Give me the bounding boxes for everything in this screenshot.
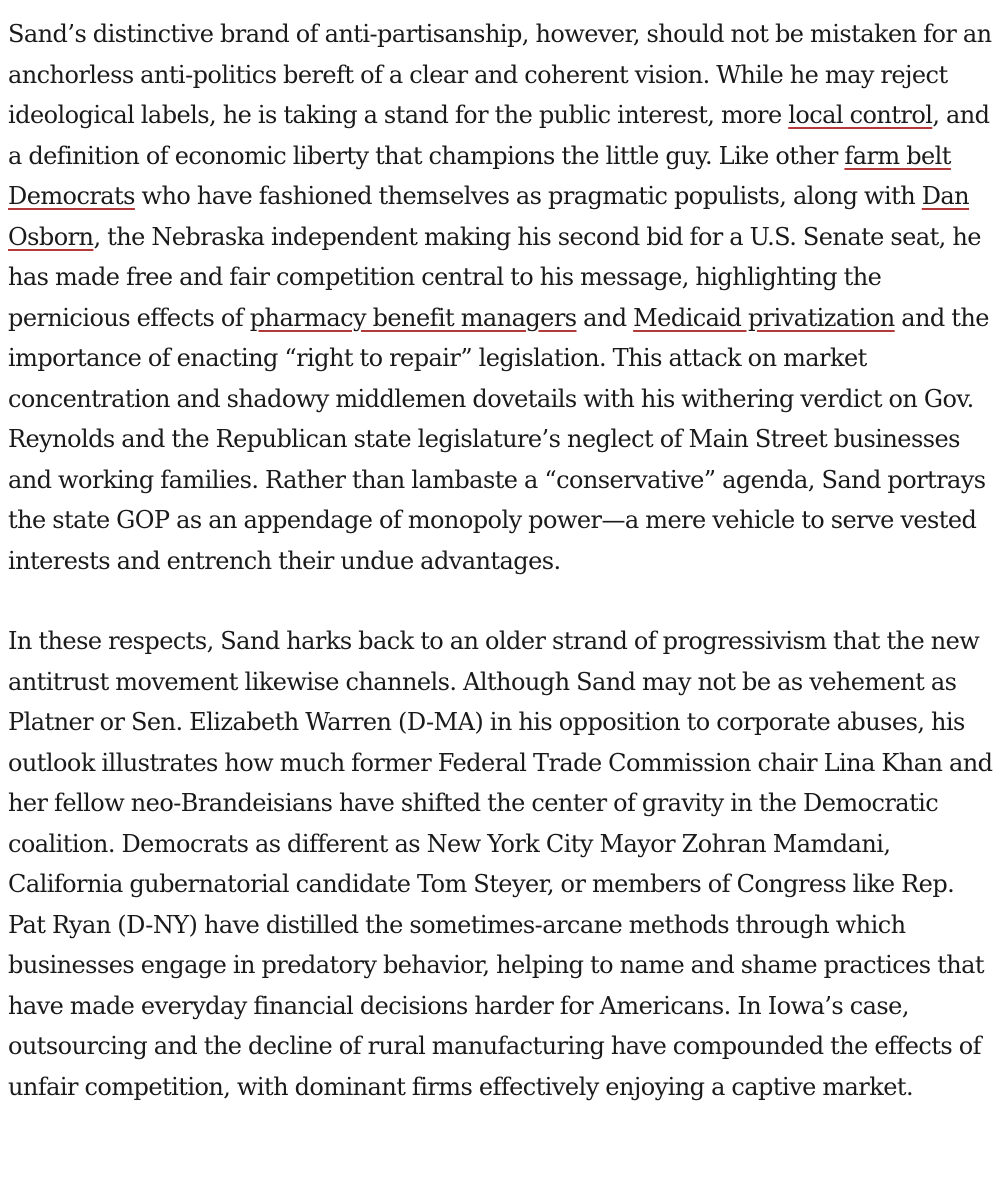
paragraph-1-text-1: Sand’s distinctive brand of anti-partisanship, however, should not be mistaken for an anchorless anti-politics bereft of a clear and coherent vision. While he may reject ideological labels, he is taking a stand for the public interest, more bbox=[8, 20, 992, 129]
link-farm-belt-democrats[interactable]: farm belt Democrats bbox=[8, 141, 951, 210]
paragraph-1-text-5: and bbox=[576, 303, 634, 332]
link-pharmacy-benefit-managers[interactable]: pharmacy benefit managers bbox=[249, 303, 577, 332]
paragraph-1 bbox=[8, 14, 998, 581]
paragraph-1-text-4: , the Nebraska independent making his second bid for a U.S. Senate seat, he has made free and fair competition central to his message, highlighting the pernicious effects of bbox=[8, 222, 981, 332]
paragraph-1-text-3: who have fashioned themselves as pragmatic populists, along with bbox=[134, 182, 922, 210]
paragraph-2: In these respects, Sand harks back to an older strand of progressivism that the new antitrust movement likewise channels. Although Sand may not be as vehement as Platner or Sen. Elizabeth Warren (D-MA) in his opposition to corporate abuses, his outlook illustrates how much former Federal Trade Commission chair Lina Khan and her fellow neo-Brandeisians have shifted the center of gravity in the Democratic coalition. Democrats as different as New York City Mayor Zohran Mamdani, California gubernatorial candidate Tom Steyer, or members of Congress like Rep. Pat Ryan (D-NY) have distilled the sometimes-arcane methods through which businesses engage in predatory behavior, helping to name and shame practices that have made everyday financial decisions harder for Americans. In Iowa’s case, outsourcing and the decline of rural manufacturing have compounded the effects of unfair competition, with dominant firms effectively enjoying a captive market. bbox=[8, 627, 993, 1101]
paragraph-1-text-6: and the importance of enacting “right to repair” legislation. This attack on market concentration and shadowy middlemen dovetails with his withering verdict on Gov. Reynolds and the Republican state legislature’s neglect of Main Street businesses and working families. Rather than lambaste a “conservative” agenda, Sand portrays the state GOP as an appendage of monopoly power—a mere vehicle to serve vested interests and entrench their undue advantages. bbox=[8, 303, 989, 575]
link-local-control[interactable]: local control bbox=[788, 101, 933, 129]
link-medicaid-privatization[interactable]: Medicaid privatization bbox=[633, 303, 895, 332]
link-dan-osborn[interactable]: Dan Osborn bbox=[8, 182, 970, 251]
article-body bbox=[8, 14, 998, 1107]
paragraph-1-text-2: , and a definition of economic liberty that champions the little guy. Like other bbox=[8, 101, 990, 170]
